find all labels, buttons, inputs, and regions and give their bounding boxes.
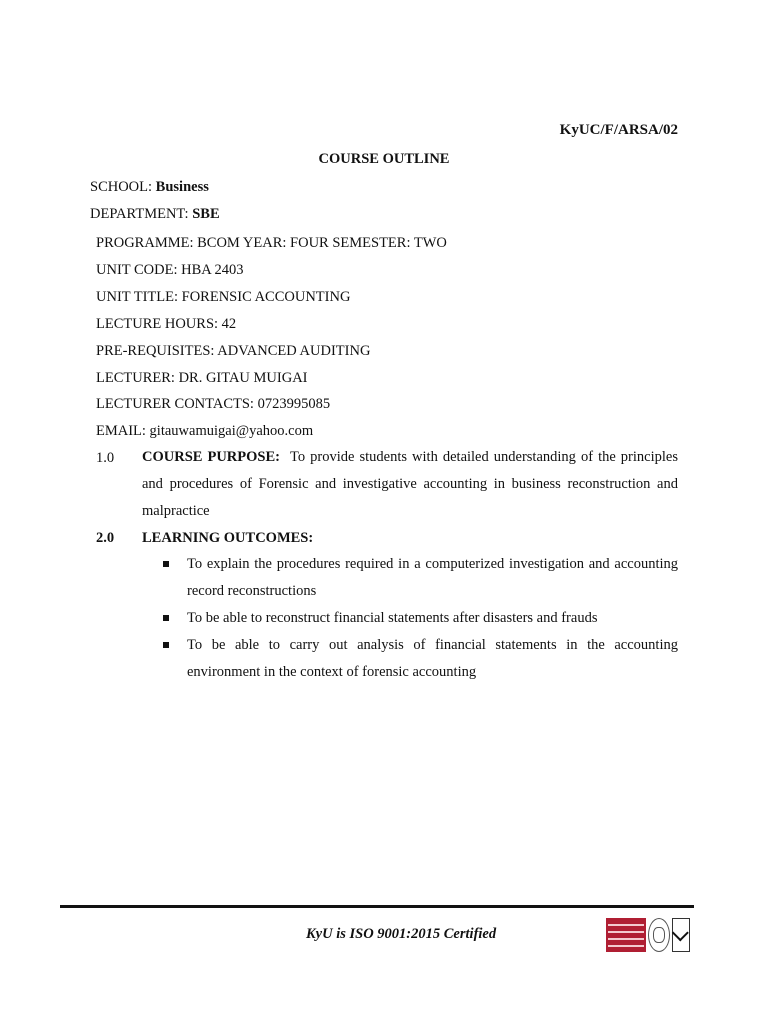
square-bullet-icon bbox=[163, 615, 169, 621]
school-value: Business bbox=[155, 179, 209, 195]
outcomes-list bbox=[163, 551, 678, 686]
list-item bbox=[163, 605, 678, 632]
page-title: COURSE OUTLINE bbox=[318, 151, 450, 167]
purpose-heading: COURSE PURPOSE: bbox=[142, 449, 280, 465]
outcomes-heading: LEARNING OUTCOMES: bbox=[142, 530, 314, 546]
purpose-number: 1.0 bbox=[96, 450, 115, 466]
square-bullet-icon bbox=[163, 642, 169, 648]
unit-code-field: UNIT CODE: HBA 2403 bbox=[96, 262, 244, 278]
square-bullet-icon bbox=[163, 561, 169, 567]
programme-field: PROGRAMME: BCOM YEAR: FOUR SEMESTER: TWO bbox=[96, 235, 447, 251]
department-field bbox=[90, 205, 220, 223]
lecturer-field: LECTURER: DR. GITAU MUIGAI bbox=[96, 370, 308, 386]
purpose-paragraph bbox=[142, 444, 678, 525]
list-item bbox=[163, 632, 678, 686]
department-label: DEPARTMENT: bbox=[90, 206, 193, 222]
school-label: SCHOOL: bbox=[90, 179, 156, 195]
department-value: SBE bbox=[192, 206, 220, 222]
document-code: KyUC/F/ARSA/02 bbox=[559, 122, 678, 138]
email-field: EMAIL: gitauwamuigai@yahoo.com bbox=[96, 423, 314, 439]
outcome-text: To explain the procedures required in a computerized investigation and accounting record reconstructions bbox=[187, 556, 678, 599]
certification-badge-icon bbox=[606, 918, 646, 952]
school-field bbox=[90, 178, 209, 196]
lecture-hours-field: LECTURE HOURS: 42 bbox=[96, 316, 237, 332]
unit-title-field: UNIT TITLE: FORENSIC ACCOUNTING bbox=[96, 289, 351, 305]
prerequisites-field: PRE-REQUISITES: ADVANCED AUDITING bbox=[96, 343, 371, 359]
ukas-check-icon bbox=[672, 918, 690, 952]
outcome-text: To be able to reconstruct financial statements after disasters and frauds bbox=[187, 610, 598, 626]
outcome-text: To be able to carry out analysis of financial statements in the accounting environment in the context of forensic accounting bbox=[187, 637, 678, 680]
list-item bbox=[163, 551, 678, 605]
lecturer-contacts-field: LECTURER CONTACTS: 0723995085 bbox=[96, 396, 331, 412]
footer-divider bbox=[60, 905, 694, 908]
purpose-text: To provide students with detailed understanding of the principles and procedures of Forensic and investigative accounting in business reconstruction and malpractice bbox=[142, 449, 678, 519]
footer-certification-text: KyU is ISO 9001:2015 Certified bbox=[306, 926, 497, 942]
seal-icon bbox=[648, 918, 670, 952]
iso-certification-logo bbox=[606, 918, 692, 952]
outcomes-number: 2.0 bbox=[96, 530, 115, 546]
